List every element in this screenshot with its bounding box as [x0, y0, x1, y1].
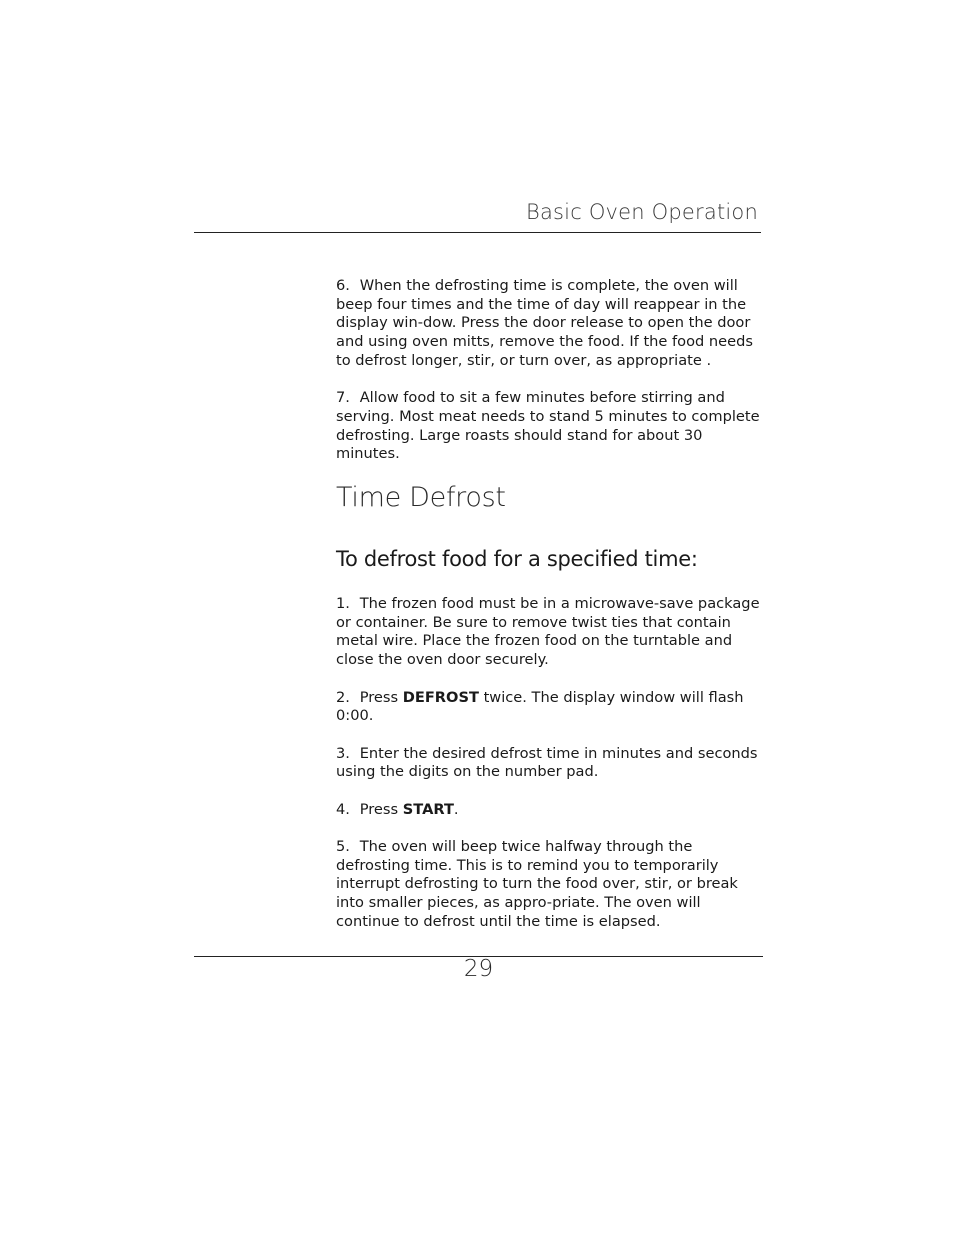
- step-text: When the defrosting time is complete, the oven will beep four times and the time of day will reappear in the display win-dow. Press the door release to open the door and using oven mitts, remove the food. If the food needs to defrost longer, stir, or turn over, as appropriate .: [336, 277, 754, 369]
- step-1: [336, 595, 760, 670]
- step-text: Enter the desired defrost time in minutes and seconds using the digits on the number pad.: [336, 744, 758, 781]
- step-suffix: twice. The display window will flash 0:00.: [336, 688, 744, 725]
- step-number: 6.: [336, 277, 350, 294]
- step-prefix: Press: [359, 800, 399, 818]
- step-number: 2.: [336, 688, 350, 706]
- step-4: [336, 801, 760, 820]
- step-5: [336, 838, 760, 932]
- step-text: Allow food to sit a few minutes before stirring and serving. Most meat needs to stand 5 minutes to complete defrosting. Large roasts should stand for about 30 minutes.: [336, 389, 760, 463]
- intro-steps: [336, 277, 760, 483]
- step-number: 3.: [336, 744, 350, 762]
- step-7: [336, 389, 760, 464]
- step-text: The frozen food must be in a microwave-save package or container. Be sure to remove twist ties that contain metal wire. Place the frozen food on the turntable and close the oven door securely.: [336, 595, 760, 669]
- step-number: 1.: [336, 595, 350, 612]
- page-number: 29: [463, 956, 494, 982]
- step-suffix: .: [453, 800, 459, 818]
- defrost-steps: [336, 595, 760, 950]
- step-2: [336, 689, 760, 726]
- defrost-key-label: DEFROST: [402, 688, 479, 706]
- step-number: 5.: [336, 838, 350, 856]
- start-key-label: START: [402, 800, 454, 818]
- header-divider: [194, 232, 761, 233]
- step-prefix: Press: [359, 688, 399, 706]
- section-subtitle: To defrost food for a specified time:: [336, 547, 698, 571]
- step-text: The oven will beep twice halfway through the defrosting time. This is to remind you to temporarily interrupt defrosting to turn the food over, stir, or break into smaller pieces, as appro-priate. The oven will continue to defrost until the time is elapsed.: [336, 838, 738, 930]
- section-header: Basic Oven Operation: [526, 200, 758, 224]
- step-6: [336, 277, 760, 371]
- section-title: Time Defrost: [336, 482, 506, 513]
- step-number: 4.: [336, 800, 350, 818]
- step-number: 7.: [336, 389, 350, 407]
- step-3: [336, 745, 760, 782]
